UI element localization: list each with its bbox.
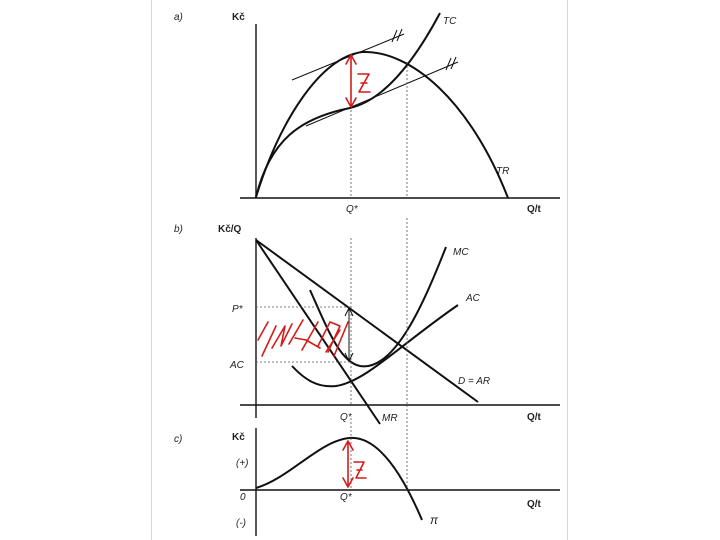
mr-label: MR [382, 413, 398, 424]
panel-b-label: b) [174, 224, 183, 235]
plus-label: (+) [236, 458, 249, 469]
mr-curve [256, 240, 380, 424]
panel-c-label: c) [174, 434, 183, 445]
handwriting-zisk [258, 320, 348, 356]
panel-a-label: a) [174, 12, 183, 23]
profit-arrow-b [345, 308, 353, 361]
tc-label: TC [443, 16, 457, 27]
demand-curve [256, 240, 478, 402]
tc-curve [256, 13, 440, 197]
tr-tangent-line [292, 34, 404, 80]
profit-mark-a [358, 74, 370, 92]
demand-label: D = AR [458, 376, 491, 387]
zero-label: 0 [240, 492, 246, 503]
panel-b [174, 218, 560, 424]
profit-arrow-c [343, 441, 366, 487]
tc-tangent-line [306, 62, 458, 126]
panel-c [174, 405, 560, 536]
panel-a-x-axis-label: Q/t [527, 204, 541, 215]
mc-label: MC [453, 247, 469, 258]
parallel-mark-2a [446, 58, 451, 70]
panel-c-q-star-label: Q* [340, 492, 352, 503]
profit-arrow-a [346, 55, 370, 107]
panel-b-x-axis-label: Q/t [527, 412, 541, 423]
tr-label: TR [496, 166, 510, 177]
panel-b-q-star-label: Q* [340, 412, 352, 423]
p-star-label: P* [232, 304, 243, 315]
profit-curve [256, 438, 422, 520]
tr-curve [256, 52, 508, 198]
ac-label: AC [466, 293, 480, 304]
profit-mark-c [354, 462, 366, 478]
panel-a-q-star-label: Q* [346, 204, 358, 215]
panel-c-y-axis-label: Kč [232, 432, 245, 443]
panel-c-x-axis-label: Q/t [527, 499, 541, 510]
minus-label: (-) [236, 518, 246, 529]
panel-a-y-axis-label: Kč [232, 12, 245, 23]
ac-axis-label: AC [230, 360, 244, 371]
pi-label: π [430, 513, 439, 527]
parallel-mark-1a [392, 30, 397, 42]
panel-b-y-axis-label: Kč/Q [218, 224, 242, 235]
panel-a [174, 12, 560, 215]
